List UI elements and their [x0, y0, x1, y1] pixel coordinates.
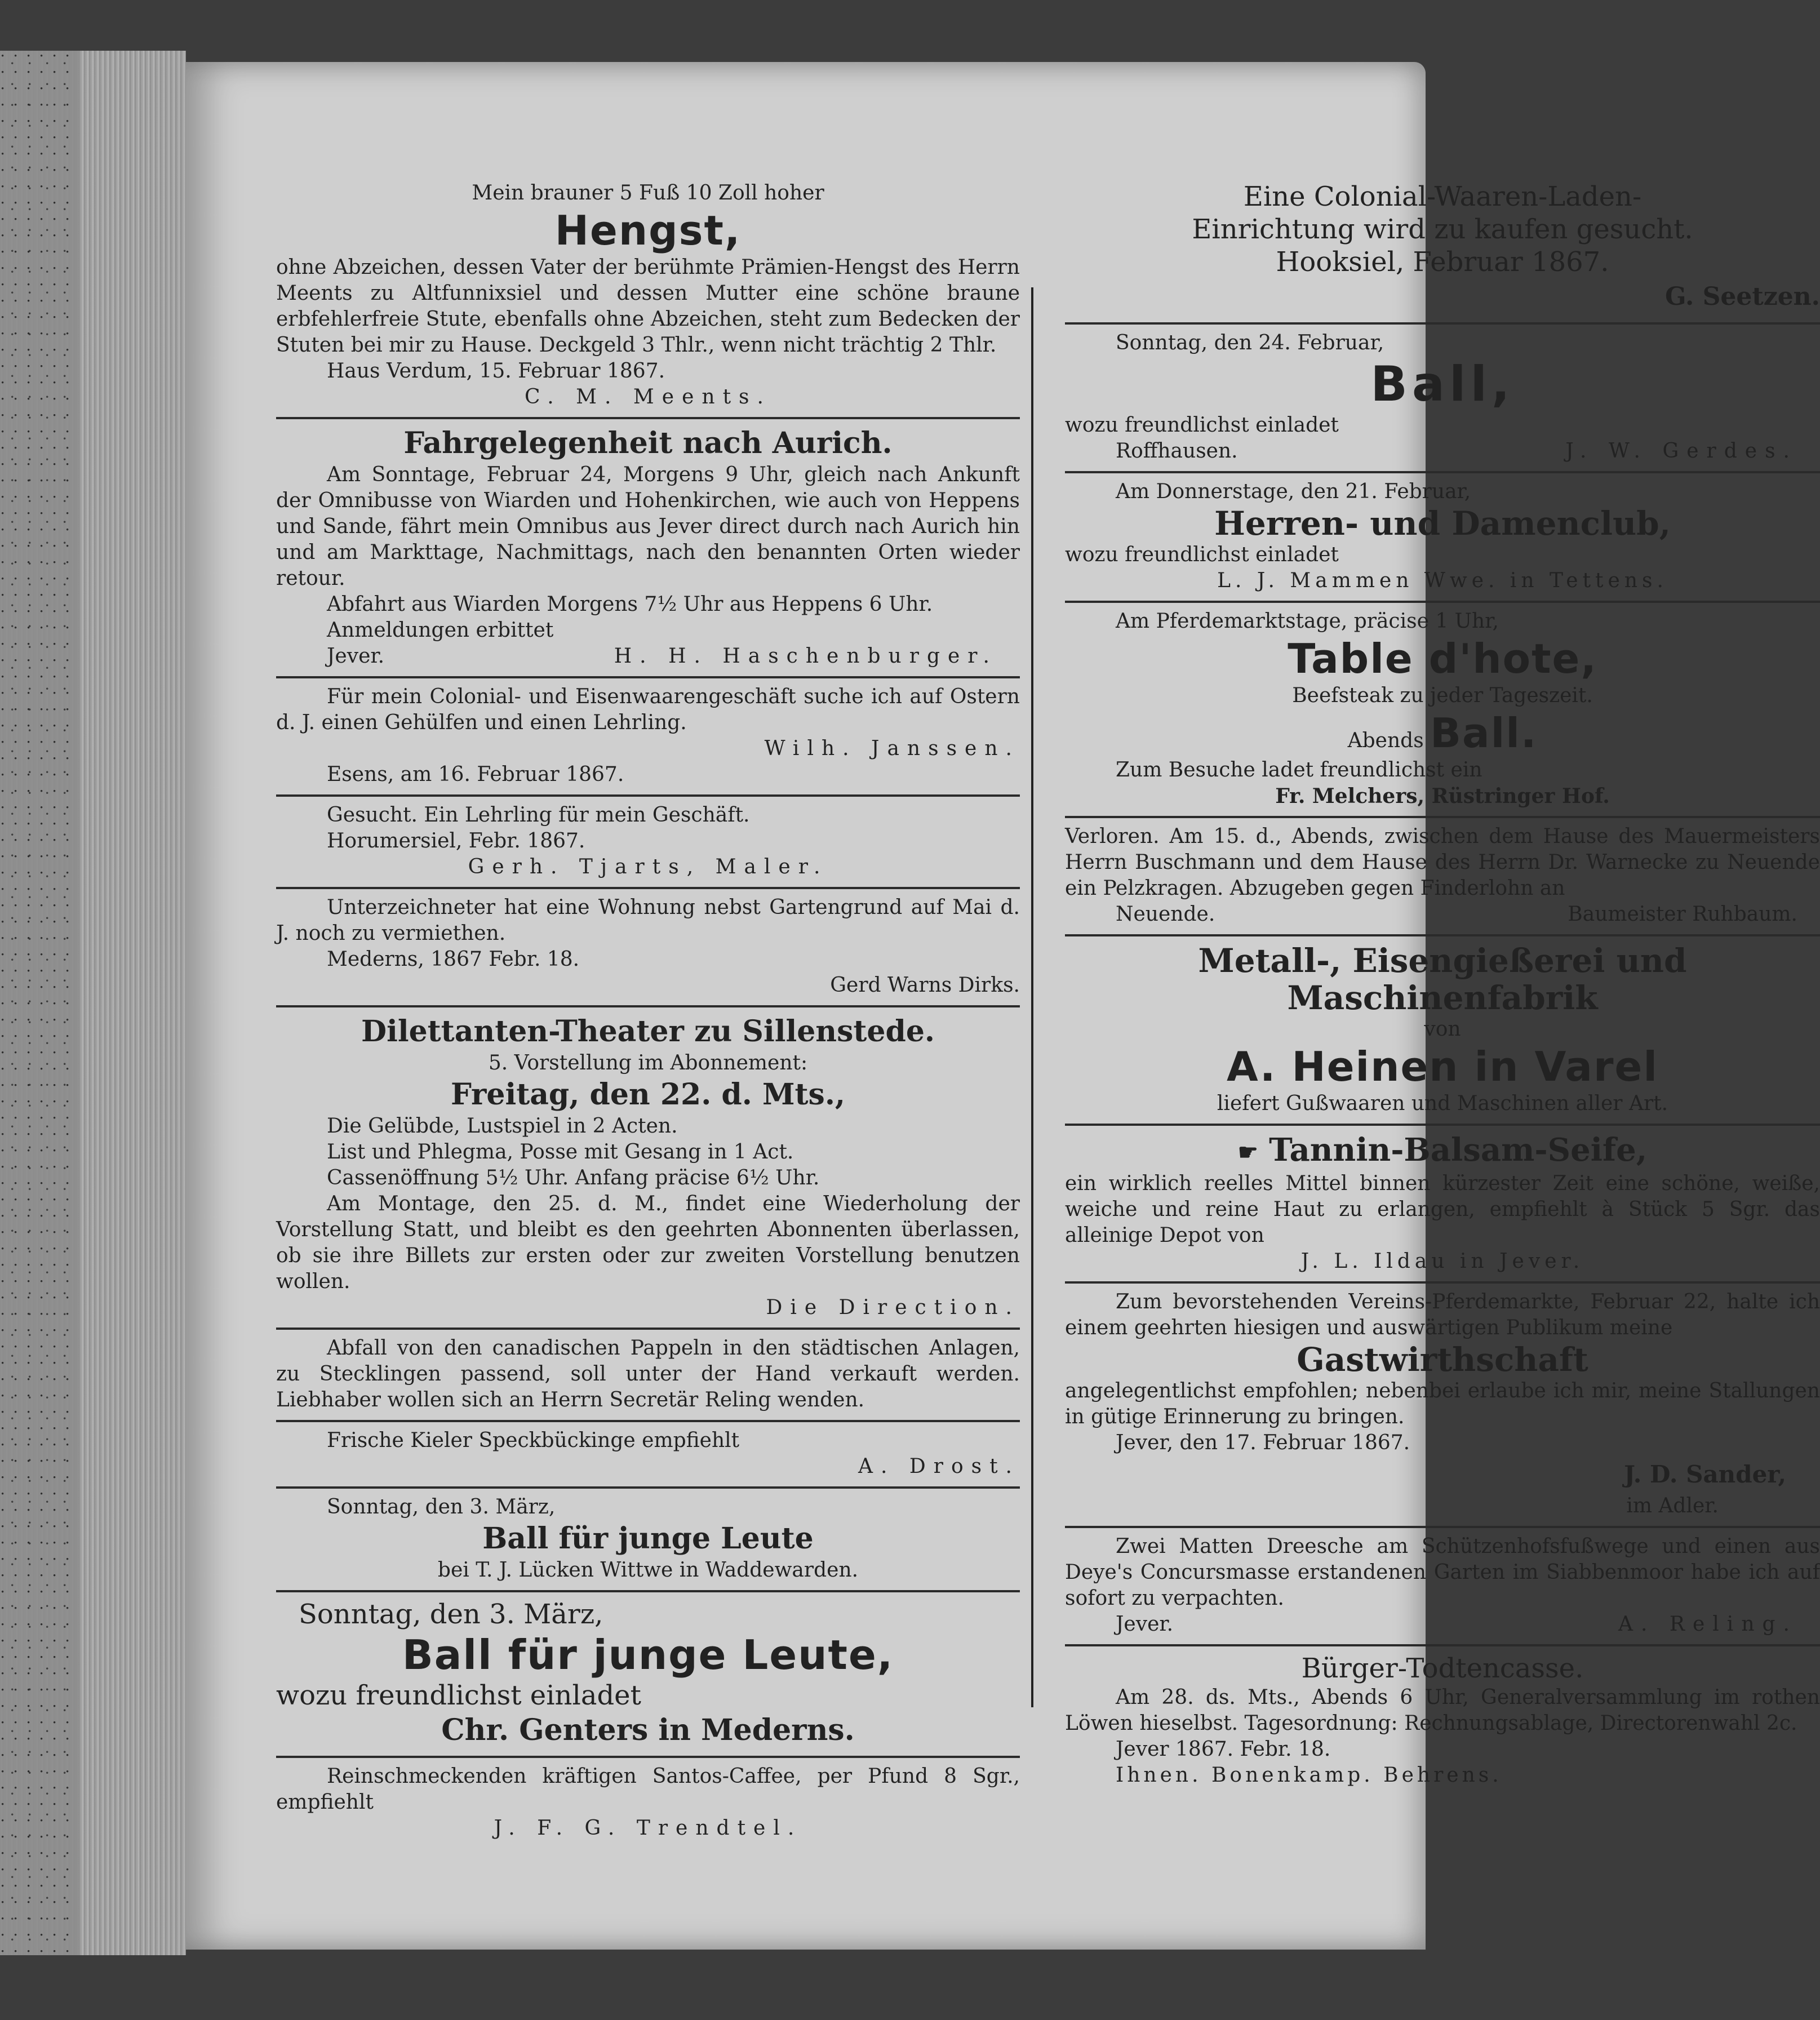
ad-place: Jever 1867. Febr. 18.: [1116, 1738, 1331, 1761]
ad-body: Abfall von den canadischen Pappeln in den städtischen Anlagen, zu Stecklingen passend, soll unter der Hand verkauft werden. Liebhaber wollen sich an Herrn Secretär Reling wenden.: [276, 1337, 1020, 1411]
newspaper-page: [186, 62, 1820, 1950]
pointing-hand-icon: ☛: [1237, 1139, 1258, 1166]
ad-body: ein wirklich reelles Mittel binnen kürzester Zeit eine schöne, weiße, weiche und reine Haut zu erlangen, empfiehlt à Stück 5 Sgr. das alleinige Depot von: [1065, 1172, 1820, 1247]
ad-place: Jever, den 17. Februar 1867.: [1116, 1431, 1410, 1455]
ad-place: Roffhausen.: [1116, 439, 1238, 463]
ad-pappeln: [276, 1330, 1020, 1422]
ad-laden: [1065, 175, 1820, 325]
ad-body: Frische Kieler Speckbückinge empfiehlt: [327, 1429, 740, 1452]
ad-signature: A. Drost.: [858, 1455, 1020, 1478]
ad-signature: Gerd Warns Dirks.: [830, 974, 1020, 997]
ad-title: Herren- und Damenclub,: [1214, 504, 1671, 543]
ad-signature: Die Direction.: [766, 1296, 1020, 1319]
ad-date: Freitag, den 22. d. Mts.,: [450, 1077, 846, 1112]
ad-place: Jever.: [327, 645, 385, 668]
ad-abends: Abends: [1347, 729, 1424, 752]
ad-date: Am Donnerstage, den 21. Februar,: [1116, 480, 1471, 503]
ad-body: Zwei Matten Dreesche am Schützenhofsfußwege und einen aus Deye's Concursmasse erstandenen Garten im Siabbenmoor habe ich auf sofort zu verpachten.: [1065, 1535, 1820, 1610]
ad-signature: L. J. Mammen Wwe. in Tettens.: [1217, 569, 1668, 592]
ad-body: Für mein Colonial- und Eisenwaarengeschäft suche ich auf Ostern d. J. einen Gehülfen und einen Lehrling.: [276, 685, 1020, 734]
ad-signature: Gerh. Tjarts, Maler.: [468, 855, 828, 878]
ad-place: Haus Verdum, 15. Februar 1867.: [327, 359, 665, 383]
ad-title: Dilettanten-Theater zu Sillenstede.: [361, 1014, 935, 1049]
ad-signature: Baumeister Ruhbaum.: [1568, 903, 1797, 926]
ad-todtencasse: [1065, 1646, 1820, 1795]
ad-body: Verloren. Am 15. d., Abends, zwischen dem Hause des Mauermeisters Herrn Buschmann und dem Hause des Herrn Dr. Warnecke zu Neuende ein Pelzkragen. Abzugeben gegen Finderlohn an: [1065, 825, 1820, 900]
left-column: [276, 175, 1020, 1848]
ad-signature: J. W. Gerdes.: [1565, 439, 1797, 463]
ad-title: Gastwirthschaft: [1297, 1340, 1588, 1379]
ad-body: Am Montage, den 25. d. M., findet eine Wiederholung der Vorstellung Statt, und bleibt es den geehrten Abonnenten überlassen, ob sie ihre Billets zur ersten oder zur zweiten Vorstellung benutzen wollen.: [276, 1192, 1020, 1293]
ad-abends-row: [1065, 709, 1820, 757]
ad-table-dhote: [1065, 603, 1820, 818]
ad-title: Bürger-Todtencasse.: [1301, 1653, 1584, 1685]
ad-seife: [1065, 1126, 1820, 1284]
ad-intro: Mein brauner 5 Fuß 10 Zoll hoher: [472, 181, 824, 205]
ad-title: Ball für junge Leute,: [402, 1631, 894, 1679]
ad-place: Hooksiel, Februar 1867.: [1276, 246, 1609, 278]
ad-invite: Zum Besuche ladet freundlichst ein: [1116, 758, 1482, 782]
ad-beefsteak: Beefsteak zu jeder Tageszeit.: [1292, 684, 1593, 707]
ad-title: Tannin-Balsam-Seife,: [1269, 1131, 1648, 1169]
ad-fahrgelegenheit: [276, 419, 1020, 678]
ad-signature: C. M. Meents.: [525, 385, 771, 409]
ad-metall: [1065, 936, 1820, 1126]
ad-von: von: [1424, 1018, 1461, 1041]
book-cover-edge: [0, 51, 79, 1955]
ad-line: Eine Colonial-Waaren-Laden-: [1243, 181, 1642, 212]
ad-matten: [1065, 1528, 1820, 1646]
ad-signature: J. F. G. Trendtel.: [494, 1817, 802, 1840]
ad-line: Metall-, Eisengießerei und: [1198, 942, 1687, 980]
ad-subtitle: wozu freundlichst einladet: [1065, 543, 1339, 566]
ad-body: Abfahrt aus Wiarden Morgens 7½ Uhr aus Heppens 6 Uhr.: [327, 593, 933, 616]
ad-body: Zum bevorstehenden Vereins-Pferdemarkte, Februar 22, halte ich einem geehrten hiesigen und auswärtigen Publikum meine: [1065, 1290, 1820, 1340]
ad-title-row: [1065, 1131, 1820, 1171]
ad-signature: Wilh. Janssen.: [764, 737, 1020, 760]
ad-date: Am Pferdemarktstage, präcise 1 Uhr,: [1116, 610, 1499, 633]
ad-body: Reinschmeckenden kräftigen Santos-Caffee, per Pfund 8 Sgr., empfiehlt: [276, 1765, 1020, 1814]
ad-title: Hengst,: [554, 207, 742, 254]
ad-signature-row: [1065, 438, 1820, 464]
ad-wohnung: [276, 889, 1020, 1007]
ad-date: Sonntag, den 3. März,: [327, 1495, 556, 1519]
right-column: [1065, 175, 1820, 1795]
ad-gastwirthschaft: [1065, 1284, 1820, 1528]
ad-signature-row: [1065, 1611, 1820, 1637]
ad-signature: J. L. Ildau in Jever.: [1300, 1250, 1584, 1273]
ad-place: Mederns, 1867 Febr. 18.: [327, 948, 580, 971]
ad-body: angelegentlichst empfohlen; nebenbei erlaube ich mir, meine Stallungen in gütige Erinnerung zu bringen.: [1065, 1379, 1820, 1429]
ad-place: Neuende.: [1116, 903, 1215, 926]
ad-ball-1: [276, 1489, 1020, 1592]
ad-company: A. Heinen in Varel: [1226, 1043, 1659, 1090]
ad-verloren: [1065, 818, 1820, 936]
ad-subtitle: wozu freundlichst einladet: [1065, 414, 1339, 437]
ad-signature: G. Seetzen.: [1664, 282, 1820, 311]
ad-signature-row: [276, 643, 1020, 669]
ad-date: Sonntag, den 24. Februar,: [1116, 331, 1384, 354]
ad-times: Cassenöffnung 5½ Uhr. Anfang präcise 6½ Uhr.: [327, 1166, 820, 1189]
ad-signature: H. H. Haschenburger.: [614, 645, 997, 668]
ad-signature-sub: im Adler.: [1626, 1494, 1719, 1518]
ad-place: Jever.: [1116, 1613, 1174, 1636]
ad-line: Maschinenfabrik: [1287, 979, 1598, 1017]
ad-subtitle: liefert Gußwaaren und Maschinen aller Art.: [1217, 1092, 1668, 1115]
ad-ball-2: [276, 1592, 1020, 1758]
ad-signature: J. D. Sander,: [1624, 1460, 1786, 1489]
ad-play: List und Phlegma, Posse mit Gesang in 1 Act.: [327, 1140, 794, 1164]
ad-body: Anmeldungen erbittet: [327, 619, 554, 642]
ad-body: Am Sonntage, Februar 24, Morgens 9 Uhr, gleich nach Ankunft der Omnibusse von Wiarden und Hohenkirchen, wie auch von Heppens und Sande, fährt mein Omnibus aus Jever direct durch nach Aurich hin und am Markttage, Nachmittags, nach den benannten Orten wieder retour.: [276, 463, 1020, 590]
ad-title: Ball,: [1370, 356, 1515, 412]
ad-ball: Ball.: [1430, 709, 1538, 757]
ad-signature: bei T. J. Lücken Wittwe in Waddewarden.: [437, 1559, 859, 1582]
ad-club: [1065, 473, 1820, 603]
ad-subtitle: wozu freundlichst einladet: [276, 1680, 641, 1711]
ad-place: Esens, am 16. Februar 1867.: [327, 763, 624, 786]
column-divider: [1031, 287, 1033, 1707]
ad-caffee: [276, 1758, 1020, 1848]
ad-title: Table d'hote,: [1288, 635, 1597, 682]
ad-colonial: [276, 678, 1020, 797]
ad-theater: [276, 1007, 1020, 1330]
ad-hengst: [276, 175, 1020, 419]
ad-signature: Chr. Genters in Mederns.: [441, 1713, 855, 1747]
ad-signature: Fr. Melchers, Rüstringer Hof.: [1275, 784, 1610, 808]
ad-ball: [1065, 325, 1820, 473]
ad-body: Unterzeichneter hat eine Wohnung nebst Gartengrund auf Mai d. J. noch zu vermiethen.: [276, 896, 1020, 945]
ad-line: Einrichtung wird zu kaufen gesucht.: [1192, 214, 1693, 245]
ad-date: Sonntag, den 3. März,: [299, 1599, 603, 1630]
ad-signature-row: [1065, 902, 1820, 927]
ad-title: Ball für junge Leute: [482, 1521, 814, 1556]
ad-signature: A. Reling.: [1618, 1613, 1797, 1636]
ad-signature: Ihnen. Bonenkamp. Behrens.: [1116, 1764, 1502, 1787]
ad-title: Fahrgelegenheit nach Aurich.: [403, 426, 893, 460]
ad-subtitle: 5. Vorstellung im Abonnement:: [488, 1051, 808, 1075]
ad-body: Am 28. ds. Mts., Abends 6 Uhr, Generalversammlung im rothen Löwen hieselbst. Tagesordnung: Rechnungsablage, Directorenwahl 2c.: [1065, 1686, 1820, 1735]
ad-play: Die Gelübde, Lustspiel in 2 Acten.: [327, 1115, 678, 1138]
ad-place: Horumersiel, Febr. 1867.: [327, 829, 585, 853]
ad-speck: [276, 1422, 1020, 1489]
ad-body: ohne Abzeichen, dessen Vater der berühmte Prämien-Hengst des Herrn Meents zu Altfunnixsiel und dessen Mutter eine schöne braune erbfehlerfreie Stute, ebenfalls ohne Abzeichen, steht zum Bedecken der Stuten bei mir zu Hause. Deckgeld 3 Thlr., wenn nicht trächtig 2 Thlr.: [276, 256, 1020, 357]
ad-gesucht: [276, 797, 1020, 889]
ad-body: Gesucht. Ein Lehrling für mein Geschäft.: [327, 803, 750, 827]
